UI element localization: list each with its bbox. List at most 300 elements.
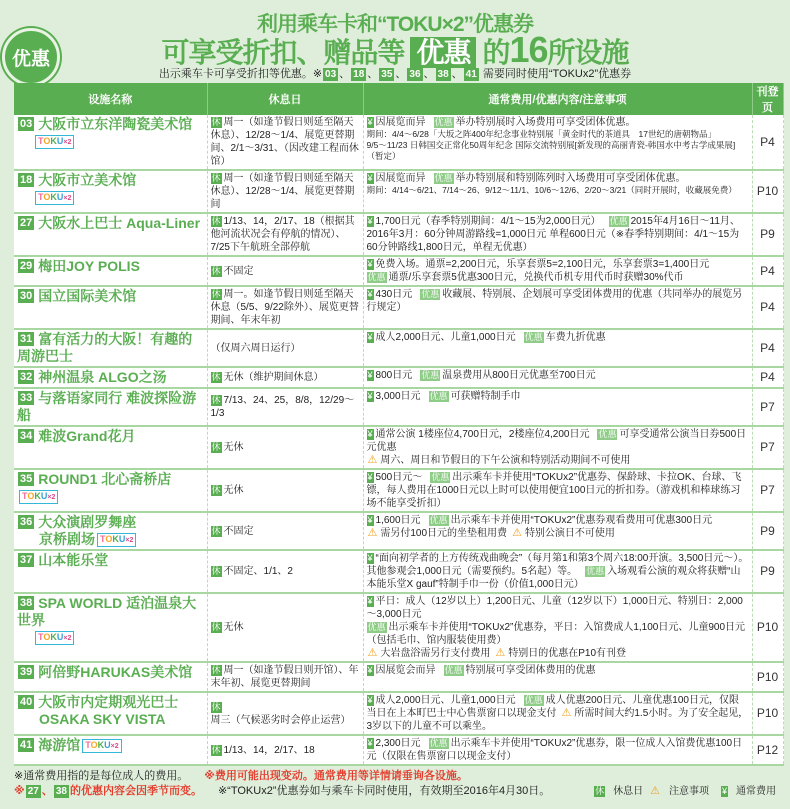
- facility-name: 海游馆: [38, 737, 81, 753]
- facility-name: 阿倍野HARUKAS美术馆: [38, 664, 193, 680]
- closed-icon: 休: [211, 665, 221, 675]
- facility-number: 03: [20, 118, 33, 130]
- detail-text: 大岩盘浴需另行支付费用: [380, 648, 491, 659]
- closed-days-cell: [207, 367, 363, 388]
- facility-name-cell: [14, 170, 207, 213]
- closed-days: 周一（如逢节假日则开馆）、年末年初、展览更替期间: [210, 665, 359, 689]
- indent: [17, 711, 39, 727]
- facility-name-cell: [14, 388, 207, 426]
- toku-logo-letter: ×2: [125, 537, 134, 545]
- toku-x2-logo: [35, 631, 74, 645]
- detail-line: 期间：4/4～6/28「大坂之阵400年纪念事业特别展「黄金时代的茶道具 17世纪的唐朝物品」: [366, 129, 716, 139]
- table-row: [14, 692, 783, 735]
- facility-name-cell: [14, 469, 207, 512]
- footnote-warning: ※费用可能出现变动。通常费用等详情请垂询各设施。: [204, 770, 468, 782]
- toku-logo-letter: U: [56, 192, 64, 203]
- detail-line: [367, 428, 749, 454]
- detail-text: 需另付100日元的坐垫租用费: [380, 528, 508, 539]
- facility-name-cell: [14, 115, 207, 170]
- warning-icon: ⚠: [512, 527, 522, 539]
- toku-logo-letter: O: [43, 632, 51, 643]
- youhui-icon: 优惠: [429, 391, 448, 401]
- detail-text: 2015年4月16日～11月、2016年3月：60分钟周游路线=1,000日元 单程600日元（※春季特别期间：4/1～15为60分钟路线1,800日元，单程无优惠）: [366, 216, 740, 253]
- detail-text: 周六、周日和节假日的下午公演和特别活动期间不可使用: [380, 455, 631, 466]
- yen-icon: ¥: [367, 289, 373, 299]
- detail-text: 通常公演 1楼座位4,700日元，2楼座位4,200日元: [375, 429, 590, 440]
- detail-text: 可获赠特制手巾: [450, 391, 521, 402]
- facility-name-cell: [14, 550, 207, 593]
- toku-logo-letter: U: [56, 136, 64, 147]
- table-row: [14, 213, 783, 256]
- closed-icon: 休: [211, 289, 221, 299]
- toku-x2-logo: [82, 739, 121, 753]
- title-text: 所设施: [547, 37, 629, 68]
- title-text: 可享受折扣、赠品等: [161, 37, 405, 68]
- toku-logo-letter: K: [50, 632, 57, 643]
- table-row: [14, 469, 783, 512]
- closed-days: 不固定: [223, 265, 254, 277]
- facility-name-cell: [14, 593, 207, 662]
- facility-name: 国立国际美术馆: [38, 288, 137, 304]
- toku-logo-letter: U: [56, 632, 64, 643]
- page-reference: P9: [752, 550, 783, 593]
- warning-icon: ⚠: [650, 785, 660, 797]
- toku-logo-letter: T: [22, 491, 28, 502]
- page-reference: P10: [752, 662, 783, 692]
- closed-days: 无休: [223, 622, 244, 633]
- warning-icon: ⚠: [367, 527, 378, 539]
- yen-icon: ¥: [367, 596, 373, 606]
- facility-name-cell: [14, 662, 207, 692]
- closed-days-cell: [207, 593, 363, 662]
- facility-number: 33: [20, 392, 33, 404]
- table-row: [14, 170, 783, 213]
- legend-label: 休息日: [613, 786, 644, 797]
- facility-name: SPA WORLD 适泊温泉大世界: [17, 595, 197, 628]
- facility-name: 大阪市内定期观光巴士: [38, 694, 179, 710]
- footer-row: [14, 769, 776, 784]
- closed-icon: 休: [211, 372, 221, 382]
- toku-logo-letter: K: [97, 740, 105, 751]
- facility-name: 梅田JOY POLIS: [38, 258, 140, 274]
- closed-days: 无休: [223, 442, 244, 453]
- facility-name-cell: [14, 286, 207, 329]
- closed-days-cell: [207, 388, 363, 426]
- facility-number: 39: [20, 666, 33, 678]
- yen-icon: ¥: [367, 259, 373, 269]
- yen-icon: ¥: [367, 173, 373, 183]
- column-header: 通常费用/优惠内容/注意事项: [363, 83, 752, 115]
- yen-icon: ¥: [367, 216, 373, 226]
- detail-line: [367, 369, 749, 382]
- facility-number: 37: [20, 554, 33, 566]
- detail-text: 举办特别展时入场费用可享受团体优惠。: [455, 117, 636, 128]
- closed-days-cell: [207, 170, 363, 213]
- page-reference: P10: [752, 170, 783, 213]
- detail-text: 特别日的优惠在P10有刊登: [508, 648, 627, 659]
- facility-number: 41: [465, 69, 477, 80]
- legend-label: 通常费用: [736, 786, 776, 797]
- closed-days: 7/13、24、25，8/8，12/29～1/3: [210, 395, 355, 419]
- detail-text: 特别公演日不可使用: [524, 528, 615, 539]
- footnote-validity: ※“TOKUx2”优惠券如与乘车卡同时使用，有效期至2016年4月30日。: [217, 785, 551, 797]
- facility-number: 18: [20, 174, 33, 186]
- closed-days: 无休: [223, 485, 244, 496]
- footnote: ※通常费用指的是每位成人的费用。: [14, 770, 189, 782]
- detail-line: [367, 552, 749, 591]
- subtitle: [0, 67, 790, 82]
- table-row: [14, 367, 783, 388]
- detail-line: [367, 647, 749, 660]
- footnote-numbers: 27 、 38: [27, 785, 67, 797]
- toku-logo-letter: T: [38, 192, 44, 203]
- table-header: [14, 83, 783, 115]
- toku-x2-logo: [19, 490, 58, 504]
- closed-icon: 休: [211, 117, 221, 127]
- detail-text: 因展览会而异: [375, 665, 436, 676]
- detail-line: [367, 664, 749, 677]
- closed-days-cell: [207, 329, 363, 367]
- youhui-icon: 优惠: [598, 429, 617, 439]
- detail-line: [367, 527, 749, 540]
- facility-name-cell: [14, 367, 207, 388]
- detail-line: [367, 737, 749, 763]
- yen-icon: ¥: [367, 429, 373, 439]
- facility-name-cell: [14, 329, 207, 367]
- facility-number: 38: [55, 786, 67, 797]
- detail-line: [367, 258, 749, 271]
- closed-icon: 休: [211, 744, 221, 755]
- closed-days-cell: [207, 469, 363, 512]
- closed-days: （仅周六周日运行）: [210, 342, 301, 354]
- yen-icon: ¥: [367, 695, 373, 705]
- yen-icon: ¥: [721, 786, 727, 796]
- youhui-icon: 优惠: [586, 566, 605, 576]
- facility-name-cell: [14, 692, 207, 735]
- detail-text: 1,600日元: [375, 515, 421, 526]
- facility-number: 31: [20, 333, 33, 345]
- toku-logo-letter: ×2: [63, 195, 72, 203]
- details-cell: [363, 329, 752, 367]
- table-row: [14, 286, 783, 329]
- toku-logo-letter: K: [34, 491, 41, 502]
- yen-icon: ¥: [367, 391, 373, 401]
- detail-line: 9/5～11/23 日韩国交正常化50周年纪念 国际交流特别展[新发现的高丽青瓷-韩国水中考古学成果展]（暂定）: [366, 140, 736, 161]
- page-reference: P4: [752, 286, 783, 329]
- toku-logo-letter: T: [38, 136, 44, 147]
- closed-days-cell: [207, 115, 363, 170]
- youhui-icon: 优惠: [524, 695, 543, 705]
- detail-text: 温泉费用从800日元优惠至700日元: [442, 370, 596, 381]
- footnote-text: 的优惠内容会因季节而变。: [69, 785, 202, 797]
- facility-name-cell: [14, 426, 207, 469]
- page-reference: P9: [752, 512, 783, 550]
- detail-text: 成人2,000日元、儿童1,000日元: [375, 332, 516, 343]
- detail-text: “面向初学者的上方传统戏曲晚会”（每月第1和第3个周六18:00开演。3,500日元～）。其他参观会1,000日元（需要预约。5名起）等。: [366, 553, 749, 577]
- detail-text: 2,300日元: [375, 738, 421, 749]
- detail-text: 平日：成人（12岁以上）1,200日元、儿童（12岁以下）1,000日元、特别日：2,000～3,000日元: [366, 596, 743, 620]
- closed-days-cell: [207, 692, 363, 735]
- detail-text: 出示乘车卡并使用“TOKUx2”优惠券、保龄球、卡拉OK、台球、飞镖，每人费用在1000日元以上时可以使用便宜100日元的折扣券。（游戏机和棒球练习场不能享受折扣）: [366, 472, 742, 509]
- facility-number: 32: [20, 371, 33, 383]
- table-row: [14, 388, 783, 426]
- table-row: [14, 735, 783, 765]
- facility-name: ROUND1 北心斋桥店: [38, 471, 172, 487]
- detail-text: 举办特别展和特别陈列时入场费用可享受团体优惠。: [455, 173, 686, 184]
- page-reference: P10: [752, 692, 783, 735]
- facility-name-cell: [14, 213, 207, 256]
- detail-text: 1,700日元（春季特别期间：4/1～15为2,000日元）: [375, 216, 601, 227]
- footnote-seasonal: [14, 784, 202, 799]
- detail-line: 期间：4/14～6/21、7/14～26、9/12～11/1、10/6～12/6、2/20～3/21（同时开展时，收藏展免费）: [366, 185, 737, 195]
- page-reference: P10: [752, 593, 783, 662]
- yen-icon: ¥: [367, 332, 373, 342]
- toku-logo-letter: ×2: [47, 494, 56, 502]
- details-cell: [363, 170, 752, 213]
- closed-days-cell: [207, 512, 363, 550]
- detail-text: 出示乘车卡并使用“TOKUx2”优惠券，平日：入馆费成人1,100日元、儿童900日元（包括毛巾、馆内服装使用费）: [366, 622, 746, 646]
- detail-line: [367, 471, 749, 510]
- detail-text: 可享受通常公演当日券500日元优惠: [366, 429, 747, 453]
- subtitle-text: 出示乘车卡可享受折扣等优惠。※: [158, 68, 323, 80]
- facility-number: 30: [20, 290, 33, 302]
- closed-icon: 休: [211, 622, 221, 632]
- table-row: [14, 329, 783, 367]
- yen-icon: ¥: [367, 738, 373, 748]
- indent: [17, 531, 39, 547]
- closed-days: 1/13、14，2/17、18: [223, 744, 315, 756]
- closed-days-cell: [207, 286, 363, 329]
- closed-days-cell: [207, 256, 363, 286]
- detail-text: 成人2,000日元、儿童1,000日元: [375, 695, 516, 706]
- youhui-icon: 优惠: [429, 515, 448, 525]
- toku-logo-letter: ×2: [63, 139, 72, 147]
- table-row: [14, 550, 783, 593]
- closed-icon: 休: [211, 395, 221, 405]
- page-reference: P4: [752, 256, 783, 286]
- page-reference: P4: [752, 329, 783, 367]
- title-count: 16: [509, 29, 548, 70]
- facility-name: 富有活力的大阪！有趣的周游巴士: [17, 331, 193, 364]
- youhui-icon: 优惠: [421, 370, 440, 380]
- detail-line: [367, 694, 749, 733]
- table-row: [14, 426, 783, 469]
- facility-number: 36: [20, 516, 33, 528]
- legend-item: [649, 786, 709, 797]
- column-header: 设施名称: [14, 83, 207, 115]
- closed-days-cell: [207, 662, 363, 692]
- facility-name-cell: [14, 735, 207, 765]
- detail-text: 车费九折优惠: [545, 332, 606, 343]
- table-row: [14, 256, 783, 286]
- page-reference: P7: [752, 426, 783, 469]
- facility-name: 京桥剧场: [39, 531, 95, 547]
- facility-number: 38: [20, 597, 33, 609]
- detail-text: 800日元: [375, 370, 413, 381]
- facility-number: 18: [353, 69, 365, 80]
- detail-text: 收藏展、特别展、企划展可享受团体费用的优惠（共同举办的展览另行规定）: [366, 289, 743, 313]
- yen-icon: ¥: [367, 472, 373, 482]
- closed-days: 周一（如逢节假日则延至隔天休息）、12/28～1/4、展览更替期间、2/1～3/31、（因改建工程而休馆）: [210, 117, 359, 167]
- youhui-icon: 优惠: [431, 472, 450, 482]
- closed-icon: 休: [211, 701, 221, 712]
- closed-days-cell: [207, 735, 363, 765]
- closed-days: 1/13、14，2/17、18（根据其他河流状况会有停航的情况）、7/25下午航班全部停航: [210, 216, 355, 253]
- title-line-2: [0, 29, 790, 70]
- details-cell: [363, 469, 752, 512]
- youhui-icon: 优惠: [524, 332, 543, 342]
- footer-row: [14, 784, 776, 799]
- toku-logo-letter: O: [90, 740, 98, 751]
- detail-text: 特别展可享受团体费用的优惠: [465, 665, 596, 676]
- column-header: 刊登页: [752, 83, 783, 115]
- detail-text: 所需时间大约1.5小时。为了安全起见，3岁以下的儿童不可以乘坐。: [366, 708, 749, 732]
- detail-text: 入场观看公演的观众将获赠“山本能乐堂X gauf”特制手巾一份（价值1,000日元）: [366, 566, 741, 590]
- detail-line: [367, 288, 749, 314]
- subtitle-text: 需要同时使用“TOKUx2”优惠券: [482, 68, 632, 80]
- yen-icon: ¥: [367, 553, 373, 563]
- details-cell: [363, 550, 752, 593]
- facility-number: 27: [27, 786, 39, 797]
- page-reference: P7: [752, 469, 783, 512]
- facility-number: 36: [409, 69, 421, 80]
- toku-logo-letter: ×2: [63, 635, 72, 643]
- facility-name: 大阪水上巴士 Aqua-Liner: [38, 215, 201, 231]
- closed-icon: 休: [211, 566, 221, 576]
- table-row: [14, 512, 783, 550]
- closed-days: 不固定、1/1、2: [223, 566, 293, 577]
- closed-icon: 休: [211, 442, 221, 452]
- closed-days: 无休（维护期间休息）: [223, 372, 324, 383]
- detail-text: 因展览而异: [375, 173, 426, 184]
- details-cell: [363, 213, 752, 256]
- page-reference: P7: [752, 388, 783, 426]
- warning-icon: ⚠: [367, 454, 378, 466]
- toku-logo-letter: K: [50, 136, 57, 147]
- subtitle-numbers: 03 、 18 、 35 、 36 、 38 、 41: [325, 68, 477, 80]
- page-reference: P9: [752, 213, 783, 256]
- detail-line: [367, 172, 749, 185]
- closed-icon: 休: [211, 485, 221, 495]
- detail-line: [367, 215, 749, 254]
- header: [0, 0, 790, 83]
- closed-days-cell: [207, 550, 363, 593]
- detail-line: [367, 116, 749, 129]
- toku-logo-letter: O: [27, 491, 35, 502]
- toku-logo-letter: U: [40, 491, 48, 502]
- column-header: 休息日: [207, 83, 363, 115]
- yen-icon: ¥: [367, 515, 373, 525]
- youhui-icon: 优惠: [444, 665, 463, 675]
- youhui-badge: 优惠: [2, 28, 60, 86]
- toku-logo-letter: O: [105, 534, 113, 545]
- detail-line: [367, 331, 749, 344]
- detail-text: 出示乘车卡并使用“TOKUx2”优惠券观看费用可优惠300日元: [450, 515, 713, 526]
- details-cell: [363, 367, 752, 388]
- detail-text: 通票/乐享套票5优惠300日元，兑换代币机专用代币时获赠30%代币: [388, 272, 684, 283]
- closed-days-cell: [207, 213, 363, 256]
- yen-icon: ¥: [367, 370, 373, 380]
- toku-logo-letter: K: [50, 192, 57, 203]
- toku-x2-logo: [97, 533, 136, 547]
- closed-days-cell: [207, 426, 363, 469]
- facility-number: 27: [20, 217, 33, 229]
- closed-days: 周一。如逢节假日则延至隔天休息（5/5、9/22除外）、展览更替期间、年末年初: [210, 289, 359, 326]
- closed-icon: 休: [211, 265, 221, 276]
- facility-number: 35: [381, 69, 393, 80]
- facility-number: 34: [20, 430, 33, 442]
- facility-name-cell: [14, 256, 207, 286]
- facility-name: 大阪市立东洋陶瓷美术馆: [38, 116, 193, 132]
- detail-text: 500日元～: [375, 472, 423, 483]
- detail-line: [367, 390, 749, 403]
- toku-logo-letter: U: [118, 534, 126, 545]
- page-reference: P4: [752, 367, 783, 388]
- warning-icon: ⚠: [367, 647, 378, 659]
- footer: [0, 766, 790, 809]
- legend-item: [588, 786, 643, 797]
- facility-name: 难波Grand花月: [38, 428, 136, 444]
- toku-logo-letter: ×2: [110, 743, 119, 751]
- facility-name-cell: [14, 512, 207, 550]
- facility-name: 大阪市立美术馆: [38, 172, 137, 188]
- legend-label: 注意事项: [668, 786, 709, 797]
- facility-name: 神州温泉 ALGO之汤: [38, 369, 167, 385]
- facility-name: 大众演剧罗舞座: [38, 514, 137, 530]
- toku-logo-letter: U: [104, 740, 111, 751]
- warning-icon: ⚠: [495, 647, 506, 659]
- facility-name: 与落语家同行 难波探险游船: [17, 390, 197, 423]
- legend: [582, 784, 776, 799]
- closed-icon: 休: [211, 173, 221, 183]
- detail-line: [367, 514, 749, 527]
- closed-days: 周三（气候恶劣时会停止运营）: [210, 714, 351, 726]
- toku-logo-letter: T: [100, 534, 106, 545]
- title-youhui-box: 优惠: [410, 37, 476, 68]
- details-cell: [363, 593, 752, 662]
- detail-line: [367, 454, 749, 467]
- youhui-icon: 优惠: [421, 289, 440, 299]
- detail-text: 出示乘车卡并使用“TOKUx2”优惠券，限一位成人入馆费优惠100日元（仅限在售票窗口以现金支付）: [366, 738, 743, 762]
- facility-number: 29: [20, 260, 33, 272]
- facility-name: OSAKA SKY VISTA: [39, 711, 166, 727]
- detail-line: [367, 271, 749, 284]
- facility-number: 35: [20, 473, 33, 485]
- detail-text: 430日元: [375, 289, 413, 300]
- table-row: [14, 662, 783, 692]
- facility-number: 38: [437, 69, 449, 80]
- youhui-icon: 优惠: [434, 117, 453, 127]
- toku-x2-logo: [35, 191, 74, 205]
- table-row: [14, 115, 783, 170]
- warning-icon: ⚠: [561, 707, 572, 719]
- title-line-1: 利用乘车卡和“TOKU×2”优惠券: [256, 13, 534, 36]
- facility-number: 40: [20, 696, 33, 708]
- footnote-text: ※: [14, 785, 25, 797]
- facility-number: 03: [325, 69, 337, 80]
- details-cell: [363, 692, 752, 735]
- toku-logo-letter: K: [112, 534, 119, 545]
- detail-text: 免费入场。通票=2,200日元，乐享套票5=2,100日元，乐享套票3=1,400日元: [375, 259, 710, 270]
- closed-icon: 休: [211, 525, 221, 536]
- toku-logo-letter: O: [43, 136, 51, 147]
- details-cell: [363, 256, 752, 286]
- closed-days: 不固定: [223, 525, 254, 537]
- detail-text: 因展览而异: [375, 117, 426, 128]
- detail-line: [367, 595, 749, 621]
- toku-logo-letter: T: [38, 632, 44, 643]
- legend-item: [715, 786, 776, 797]
